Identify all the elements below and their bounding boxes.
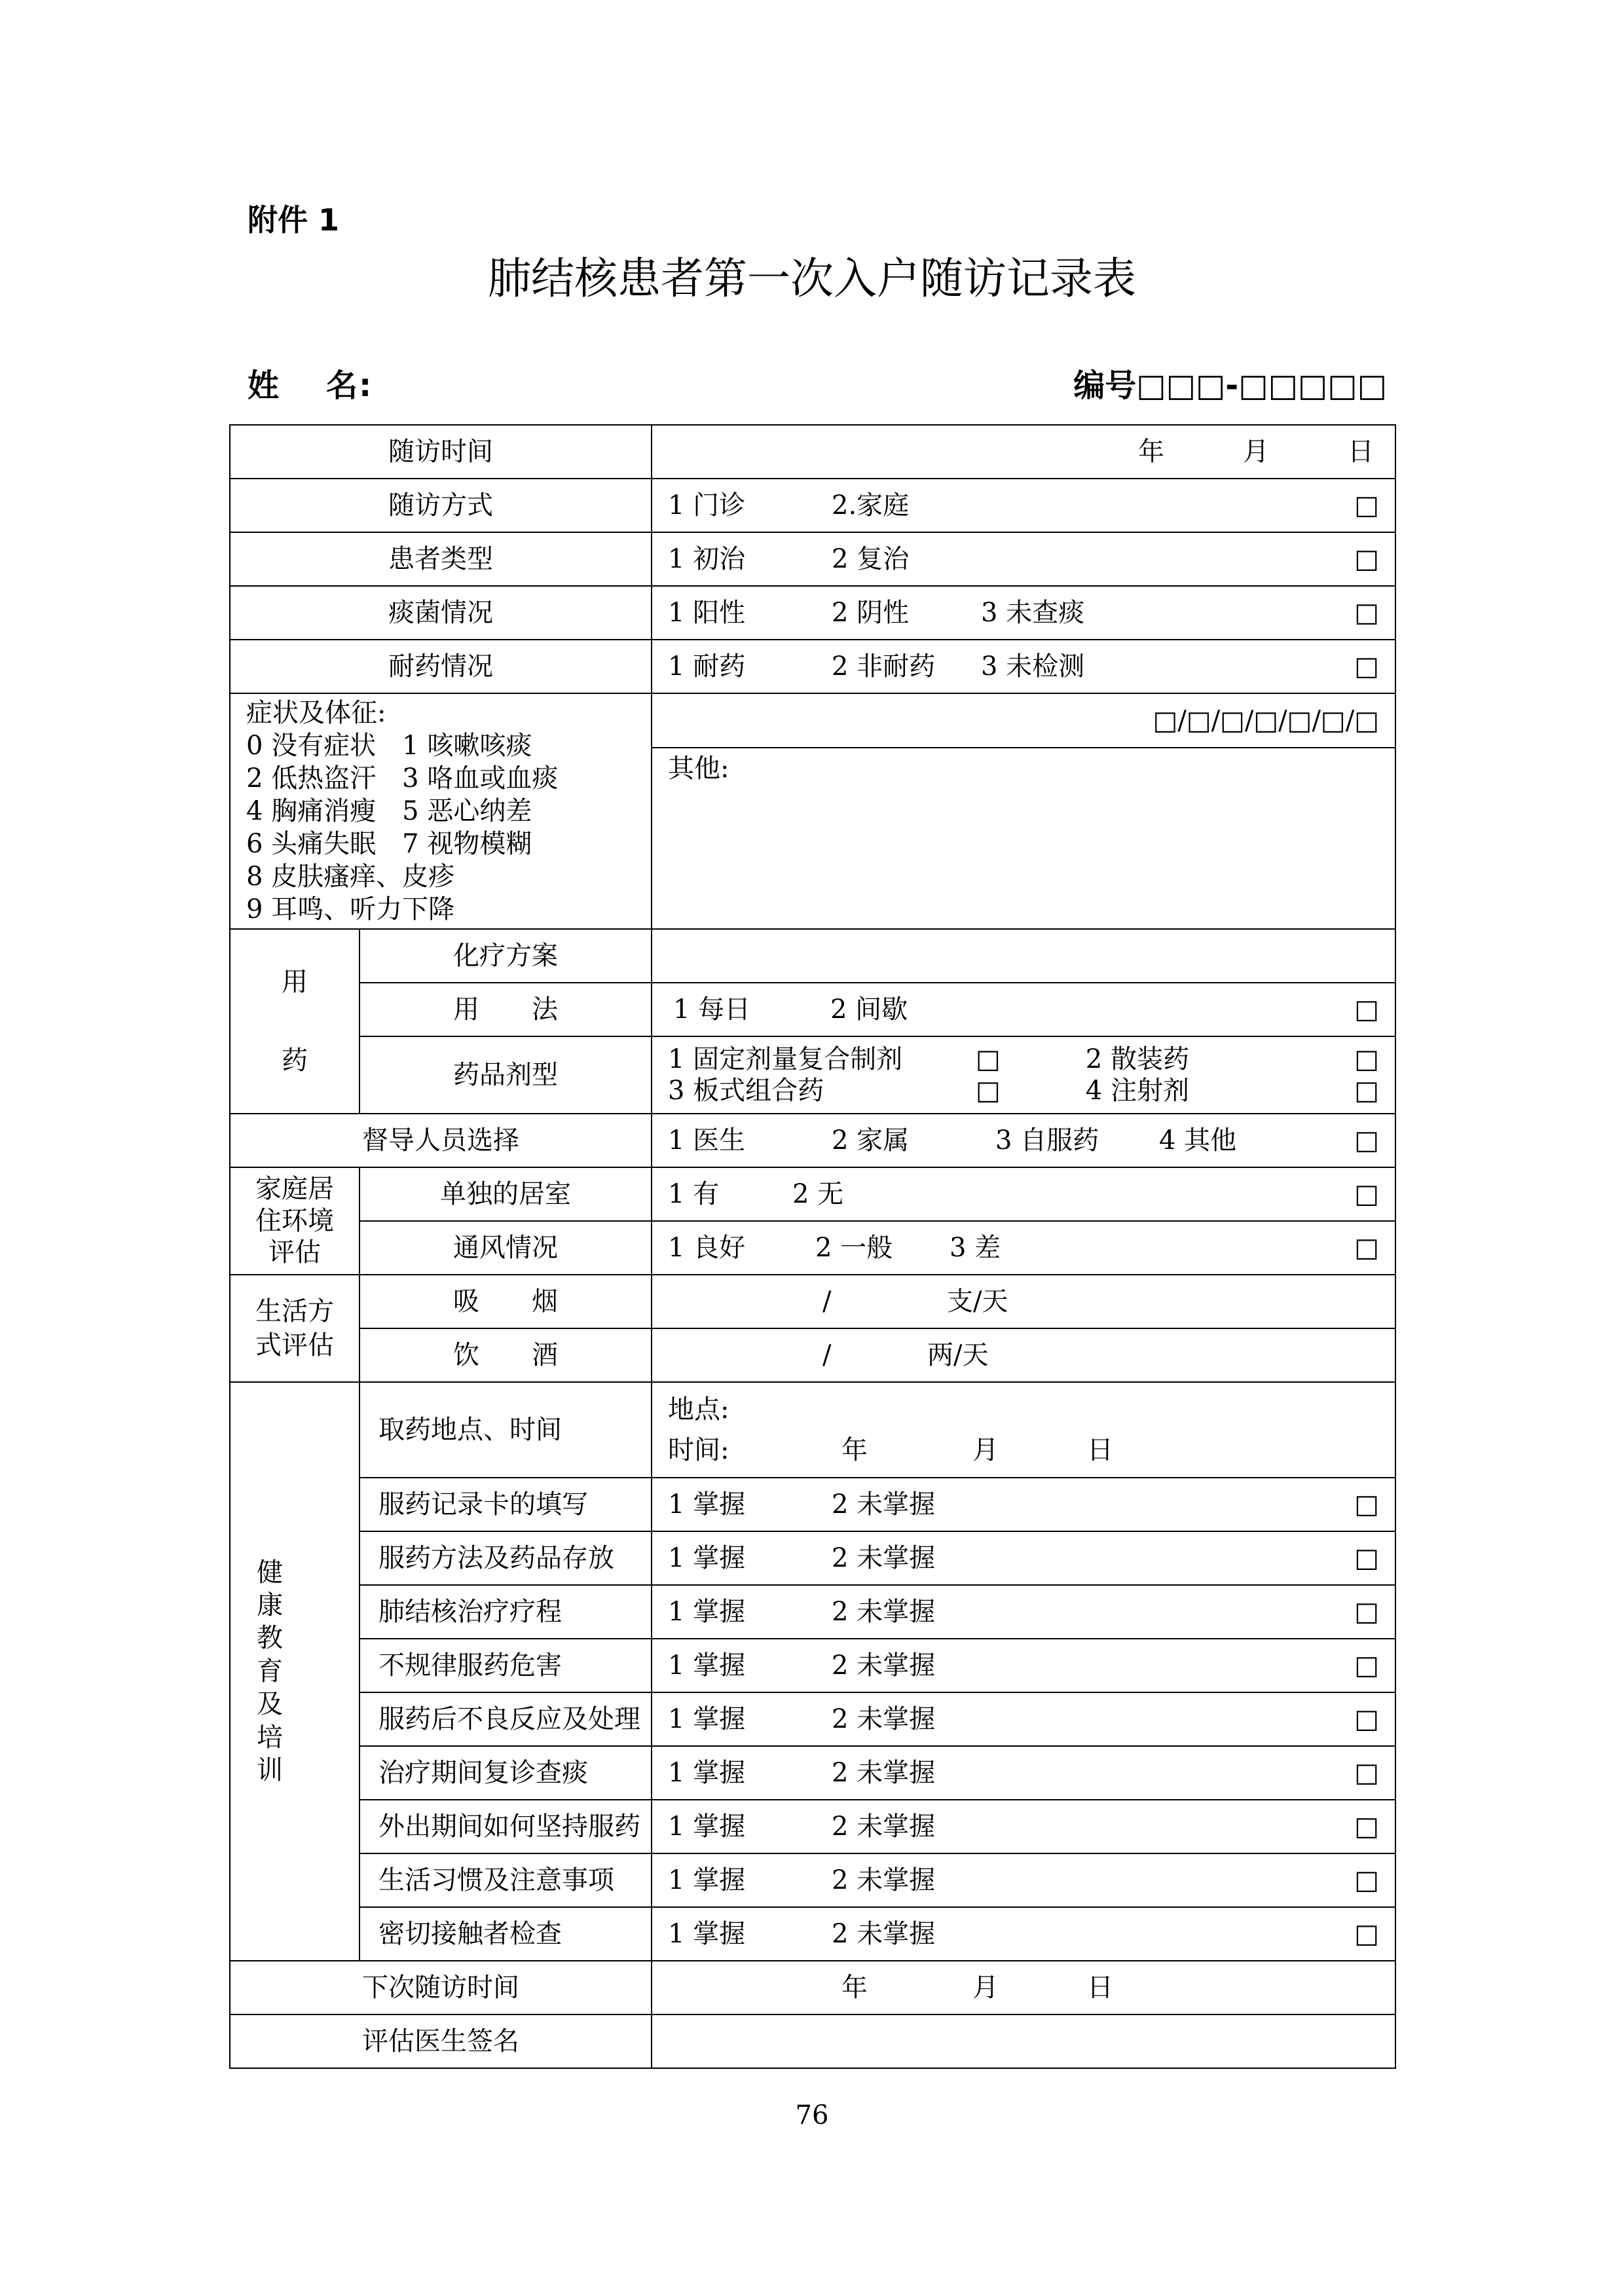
resistance-checkbox[interactable]: □	[1354, 651, 1379, 682]
pickup-time-label: 时间:	[668, 1435, 729, 1465]
education-group-char: 康	[257, 1590, 283, 1621]
visit-time-day: 日	[1348, 437, 1374, 467]
patient-type-checkbox[interactable]: □	[1354, 544, 1379, 574]
education-option-1: 1 掌握	[668, 1597, 746, 1627]
drinking-label: 饮 酒	[360, 1328, 652, 1382]
education-option-1: 1 掌握	[668, 1865, 746, 1895]
usage-field	[652, 983, 1395, 1036]
supervisor-option-1: 1 医生	[668, 1125, 746, 1156]
education-checkbox[interactable]: □	[1354, 1543, 1379, 1573]
education-item-field	[652, 1585, 1395, 1639]
sputum-checkbox[interactable]: □	[1354, 598, 1379, 628]
education-option-1: 1 掌握	[668, 1543, 746, 1573]
signature-label: 评估医生签名	[230, 2014, 652, 2068]
pickup-field[interactable]	[652, 1382, 1395, 1478]
follow-up-form-table	[229, 424, 1396, 2069]
education-option-1: 1 掌握	[668, 1489, 746, 1520]
education-row	[230, 1531, 1395, 1585]
visit-mode-label: 随访方式	[230, 479, 652, 532]
signature-field[interactable]	[652, 2014, 1395, 2068]
resistance-option-1: 1 耐药	[668, 651, 746, 682]
ventilation-field	[652, 1221, 1395, 1275]
drinking-field[interactable]	[652, 1328, 1395, 1382]
row-supervisor	[230, 1114, 1395, 1167]
pickup-year: 年	[841, 1435, 868, 1465]
dosage-form-checkbox-1[interactable]: □	[976, 1044, 1001, 1074]
page-title: 肺结核患者第一次入户随访记录表	[488, 253, 1136, 304]
patient-type-option-2: 2 复治	[832, 544, 910, 574]
row-usage	[230, 983, 1395, 1036]
symptoms-line: 8 皮肤瘙痒、皮疹	[246, 862, 455, 892]
education-row	[230, 1746, 1395, 1800]
education-option-2: 2 未掌握	[832, 1812, 936, 1842]
education-item-field	[652, 1800, 1395, 1853]
education-item-field	[652, 1531, 1395, 1585]
education-item-field	[652, 1478, 1395, 1531]
education-option-2: 2 未掌握	[832, 1597, 936, 1627]
next-visit-field[interactable]	[652, 1961, 1395, 2014]
education-item-label: 外出期间如何坚持服药	[360, 1800, 652, 1853]
patient-name-label	[248, 360, 373, 405]
home-env-group-line-1: 家庭居	[255, 1173, 334, 1204]
visit-mode-option-2: 2.家庭	[832, 490, 910, 520]
dosage-form-checkbox-4[interactable]: □	[1354, 1076, 1379, 1106]
education-group-char: 教	[257, 1623, 283, 1654]
visit-time-year: 年	[1138, 437, 1164, 467]
supervisor-option-4: 4 其他	[1159, 1125, 1237, 1156]
usage-label: 用 法	[360, 983, 652, 1036]
medication-group-char-1: 用	[282, 967, 308, 997]
resistance-field	[652, 640, 1395, 693]
symptoms-other-label: 其他:	[668, 754, 729, 784]
supervisor-checkbox[interactable]: □	[1354, 1125, 1379, 1156]
ventilation-option-3: 3 差	[950, 1233, 1001, 1263]
attachment-label: 附件 1	[248, 202, 340, 238]
dosage-form-option-2: 2 散装药	[1085, 1044, 1189, 1074]
visit-time-label: 随访时间	[230, 425, 652, 479]
visit-mode-option-1: 1 门诊	[668, 490, 746, 520]
education-item-label: 服药记录卡的填写	[360, 1478, 652, 1531]
drinking-separator: /	[822, 1340, 832, 1370]
patient-type-field	[652, 532, 1395, 586]
pickup-place-label: 地点:	[668, 1394, 729, 1425]
lifestyle-group-line-1: 生活方	[255, 1296, 334, 1326]
row-pickup	[230, 1382, 1395, 1478]
education-option-1: 1 掌握	[668, 1704, 746, 1734]
next-visit-year: 年	[841, 1973, 868, 2003]
ventilation-option-1: 1 良好	[668, 1233, 746, 1263]
education-row	[230, 1800, 1395, 1853]
symptoms-other-field[interactable]	[652, 748, 1395, 929]
education-option-1: 1 掌握	[668, 1758, 746, 1788]
sputum-option-1: 1 阳性	[668, 598, 746, 628]
education-checkbox[interactable]: □	[1354, 1758, 1379, 1788]
lifestyle-group-label	[230, 1275, 360, 1382]
dosage-form-option-4: 4 注射剂	[1085, 1076, 1189, 1106]
next-visit-day: 日	[1087, 1973, 1113, 2003]
dosage-form-option-3: 3 板式组合药	[668, 1076, 824, 1106]
education-row	[230, 1478, 1395, 1531]
lifestyle-group-line-2: 式评估	[255, 1330, 334, 1360]
education-row	[230, 1853, 1395, 1907]
education-checkbox[interactable]: □	[1354, 1650, 1379, 1681]
education-option-2: 2 未掌握	[832, 1650, 936, 1681]
symptoms-line: 9 耳鸣、听力下降	[246, 894, 455, 924]
education-checkbox[interactable]: □	[1354, 1919, 1379, 1949]
row-signature	[230, 2014, 1395, 2068]
education-group-char: 培	[257, 1722, 283, 1753]
education-group-char: 健	[257, 1557, 283, 1588]
symptoms-line: 6 头痛失眠 7 视物模糊	[246, 829, 532, 859]
education-checkbox[interactable]: □	[1354, 1597, 1379, 1627]
single-room-option-1: 1 有	[668, 1179, 720, 1209]
visit-mode-field	[652, 479, 1395, 532]
education-checkbox[interactable]: □	[1354, 1865, 1379, 1895]
education-row	[230, 1639, 1395, 1692]
next-visit-month: 月	[972, 1973, 999, 2003]
pickup-day: 日	[1087, 1435, 1113, 1465]
medication-group-label	[230, 929, 360, 1114]
home-env-group-line-2: 住环境	[255, 1205, 334, 1236]
education-item-field	[652, 1639, 1395, 1692]
supervisor-option-2: 2 家属	[832, 1125, 910, 1156]
ventilation-checkbox[interactable]: □	[1354, 1233, 1379, 1263]
serial-number: 编号□□□-□□□□□	[1073, 367, 1387, 404]
sputum-option-3: 3 未查痰	[981, 598, 1085, 628]
row-single-room	[230, 1167, 1395, 1221]
education-item-field	[652, 1746, 1395, 1800]
education-item-label: 治疗期间复诊查痰	[360, 1746, 652, 1800]
pickup-label: 取药地点、时间	[360, 1382, 652, 1478]
education-item-field	[652, 1692, 1395, 1746]
resistance-label: 耐药情况	[230, 640, 652, 693]
drinking-unit: 两/天	[927, 1340, 989, 1370]
row-smoking	[230, 1275, 1395, 1328]
education-checkbox[interactable]: □	[1354, 1489, 1379, 1520]
single-room-checkbox[interactable]: □	[1354, 1179, 1379, 1209]
row-visit-time	[230, 425, 1395, 479]
sputum-field	[652, 586, 1395, 640]
single-room-label: 单独的居室	[360, 1167, 652, 1221]
education-item-label: 服药后不良反应及处理	[360, 1692, 652, 1746]
education-item-label: 不规律服药危害	[360, 1639, 652, 1692]
regimen-label: 化疗方案	[360, 929, 652, 983]
row-patient-type	[230, 532, 1395, 586]
ventilation-label: 通风情况	[360, 1221, 652, 1275]
education-row	[230, 1692, 1395, 1746]
visit-mode-checkbox[interactable]: □	[1354, 490, 1379, 520]
medication-group-char-2: 药	[282, 1046, 308, 1076]
row-next-visit	[230, 1961, 1395, 2014]
smoking-label: 吸 烟	[360, 1275, 652, 1328]
symptoms-line: 2 低热盗汗 3 咯血或血痰	[246, 763, 559, 793]
education-option-1: 1 掌握	[668, 1812, 746, 1842]
symptoms-checkboxes[interactable]: □/□/□/□/□/□/□	[652, 693, 1395, 748]
smoking-unit: 支/天	[947, 1286, 1008, 1317]
education-item-label: 密切接触者检查	[360, 1907, 652, 1961]
education-checkbox[interactable]: □	[1354, 1704, 1379, 1734]
row-dosage-form	[230, 1036, 1395, 1114]
home-env-group-label	[230, 1167, 360, 1275]
education-group-label	[230, 1382, 360, 1961]
resistance-option-2: 2 非耐药	[832, 651, 936, 682]
education-option-2: 2 未掌握	[832, 1704, 936, 1734]
row-sputum	[230, 586, 1395, 640]
education-option-2: 2 未掌握	[832, 1865, 936, 1895]
education-item-field	[652, 1853, 1395, 1907]
education-item-label: 生活习惯及注意事项	[360, 1853, 652, 1907]
supervisor-field	[652, 1114, 1395, 1167]
single-room-option-2: 2 无	[792, 1179, 844, 1209]
education-option-2: 2 未掌握	[832, 1758, 936, 1788]
education-option-2: 2 未掌握	[832, 1489, 936, 1520]
patient-type-option-1: 1 初治	[668, 544, 746, 574]
education-option-2: 2 未掌握	[832, 1919, 936, 1949]
education-checkbox[interactable]: □	[1354, 1812, 1379, 1842]
symptoms-title: 症状及体征:	[246, 698, 386, 728]
education-group-char: 育	[257, 1656, 283, 1686]
usage-checkbox[interactable]: □	[1354, 994, 1379, 1025]
dosage-form-checkbox-3[interactable]: □	[976, 1076, 1001, 1106]
education-row	[230, 1907, 1395, 1961]
row-ventilation	[230, 1221, 1395, 1275]
supervisor-label: 督导人员选择	[230, 1114, 652, 1167]
smoking-field[interactable]	[652, 1275, 1395, 1328]
education-option-2: 2 未掌握	[832, 1543, 936, 1573]
sputum-option-2: 2 阴性	[832, 598, 910, 628]
name-label-part1: 姓	[248, 367, 281, 404]
next-visit-label: 下次随访时间	[230, 1961, 652, 2014]
education-item-label: 肺结核治疗疗程	[360, 1585, 652, 1639]
ventilation-option-2: 2 一般	[815, 1233, 893, 1263]
education-option-1: 1 掌握	[668, 1919, 746, 1949]
sputum-label: 痰菌情况	[230, 586, 652, 640]
pickup-month: 月	[972, 1435, 999, 1465]
row-symptoms-boxes	[230, 693, 1395, 748]
regimen-field[interactable]	[652, 929, 1395, 983]
education-item-label: 服药方法及药品存放	[360, 1531, 652, 1585]
single-room-field	[652, 1167, 1395, 1221]
dosage-form-checkbox-2[interactable]: □	[1354, 1044, 1379, 1074]
dosage-form-label: 药品剂型	[360, 1036, 652, 1114]
symptoms-line: 4 胸痛消瘦 5 恶心纳差	[246, 796, 532, 826]
education-group-char: 及	[257, 1689, 283, 1720]
row-resistance	[230, 640, 1395, 693]
education-row	[230, 1585, 1395, 1639]
visit-time-field[interactable]	[652, 425, 1395, 479]
symptoms-legend	[230, 693, 652, 929]
resistance-option-3: 3 未检测	[981, 651, 1085, 682]
education-group-char: 训	[257, 1755, 283, 1785]
education-item-field	[652, 1907, 1395, 1961]
usage-option-2: 2 间歇	[830, 994, 908, 1025]
row-regimen	[230, 929, 1395, 983]
home-env-group-line-3: 评估	[268, 1237, 321, 1268]
smoking-separator: /	[822, 1286, 832, 1317]
symptoms-line: 0 没有症状 1 咳嗽咳痰	[246, 731, 532, 761]
row-visit-mode	[230, 479, 1395, 532]
row-drinking	[230, 1328, 1395, 1382]
education-option-1: 1 掌握	[668, 1650, 746, 1681]
dosage-form-field	[652, 1036, 1395, 1114]
supervisor-option-3: 3 自服药	[995, 1125, 1099, 1156]
name-label-part2: 名:	[326, 367, 373, 404]
patient-type-label: 患者类型	[230, 532, 652, 586]
dosage-form-option-1: 1 固定剂量复合制剂	[668, 1044, 903, 1074]
usage-option-1: 1 每日	[673, 994, 751, 1025]
visit-time-month: 月	[1243, 437, 1269, 467]
page-number: 76	[795, 2100, 829, 2130]
